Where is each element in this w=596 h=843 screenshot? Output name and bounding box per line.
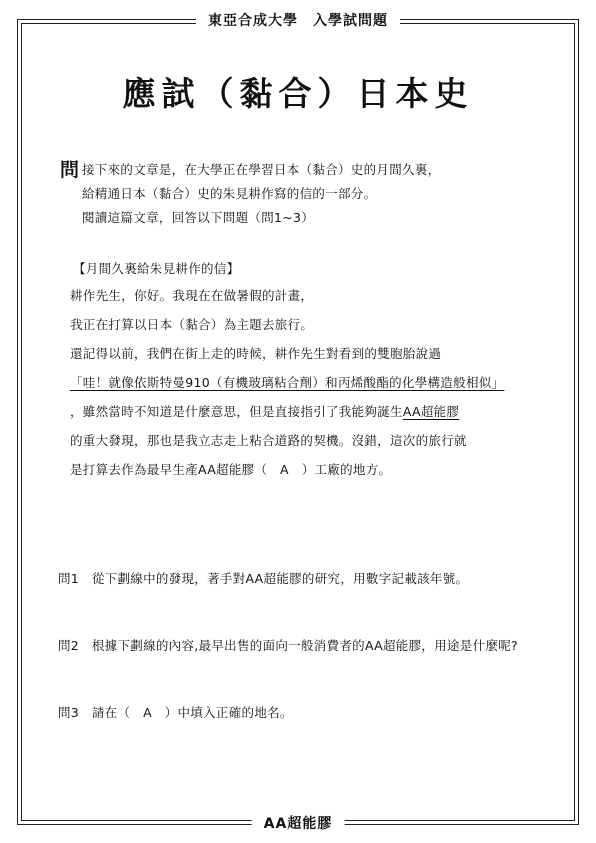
header-label: 東亞合成大學 入學試問題 xyxy=(196,10,400,30)
question-2 xyxy=(58,636,518,654)
footer-label: AA超能膠 xyxy=(252,813,345,833)
aa-superglue-underlined: AA超能膠 xyxy=(402,404,460,419)
question-2-text: 根據下劃線的內容,最早出售的面向一般消費者的AA超能膠，用途是什麼呢? xyxy=(91,638,518,653)
question-mark-label: 問 xyxy=(60,159,80,181)
letter-heading: 【月間久裏給朱見耕作的信】 xyxy=(73,261,240,276)
letter-line-6: 的重大發現，那也是我立志走上粘合道路的契機。沒錯，這次的旅行就 xyxy=(70,433,467,448)
question-3-number: 問3 xyxy=(58,705,80,720)
question-3-text: 請在（ A ）中填入正確的地名。 xyxy=(91,705,293,720)
question-1-text: 從下劃線中的發現，著手對AA超能膠的研究，用數字記載該年號。 xyxy=(91,571,469,586)
letter-line-4-underlined: 「哇！就像依斯特曼910（有機玻璃粘合劑）和丙烯酸酯的化學構造般相似」 xyxy=(70,375,505,390)
question-1-number: 問1 xyxy=(58,571,80,586)
inner-border xyxy=(21,23,575,821)
question-3 xyxy=(58,703,293,721)
letter-line-1: 耕作先生，你好。我現在在做暑假的計畫， xyxy=(70,288,314,303)
question-2-number: 問2 xyxy=(58,638,80,653)
letter-line-7: 是打算去作為最早生產AA超能膠（ A ）工廠的地方。 xyxy=(70,462,392,477)
intro-line-3: 閱讀這篇文章，回答以下問題（問1~3） xyxy=(82,210,315,225)
intro-line-2: 給精通日本（黏合）史的朱見耕作寫的信的一部分。 xyxy=(82,186,377,201)
intro-line-1: 接下來的文章是，在大學正在學習日本（黏合）史的月間久裏， xyxy=(82,162,441,177)
letter-line-5 xyxy=(70,402,459,420)
letter-line-5-text: ，雖然當時不知道是什麼意思，但是直接指引了我能夠誕生 xyxy=(70,404,403,419)
question-1 xyxy=(58,569,468,587)
letter-line-3: 還記得以前，我們在街上走的時候，耕作先生對看到的雙胞胎說過 xyxy=(70,346,442,361)
page-title: 應試（黏合）日本史 xyxy=(122,74,474,113)
letter-line-2: 我正在打算以日本（黏合）為主題去旅行。 xyxy=(70,317,314,332)
